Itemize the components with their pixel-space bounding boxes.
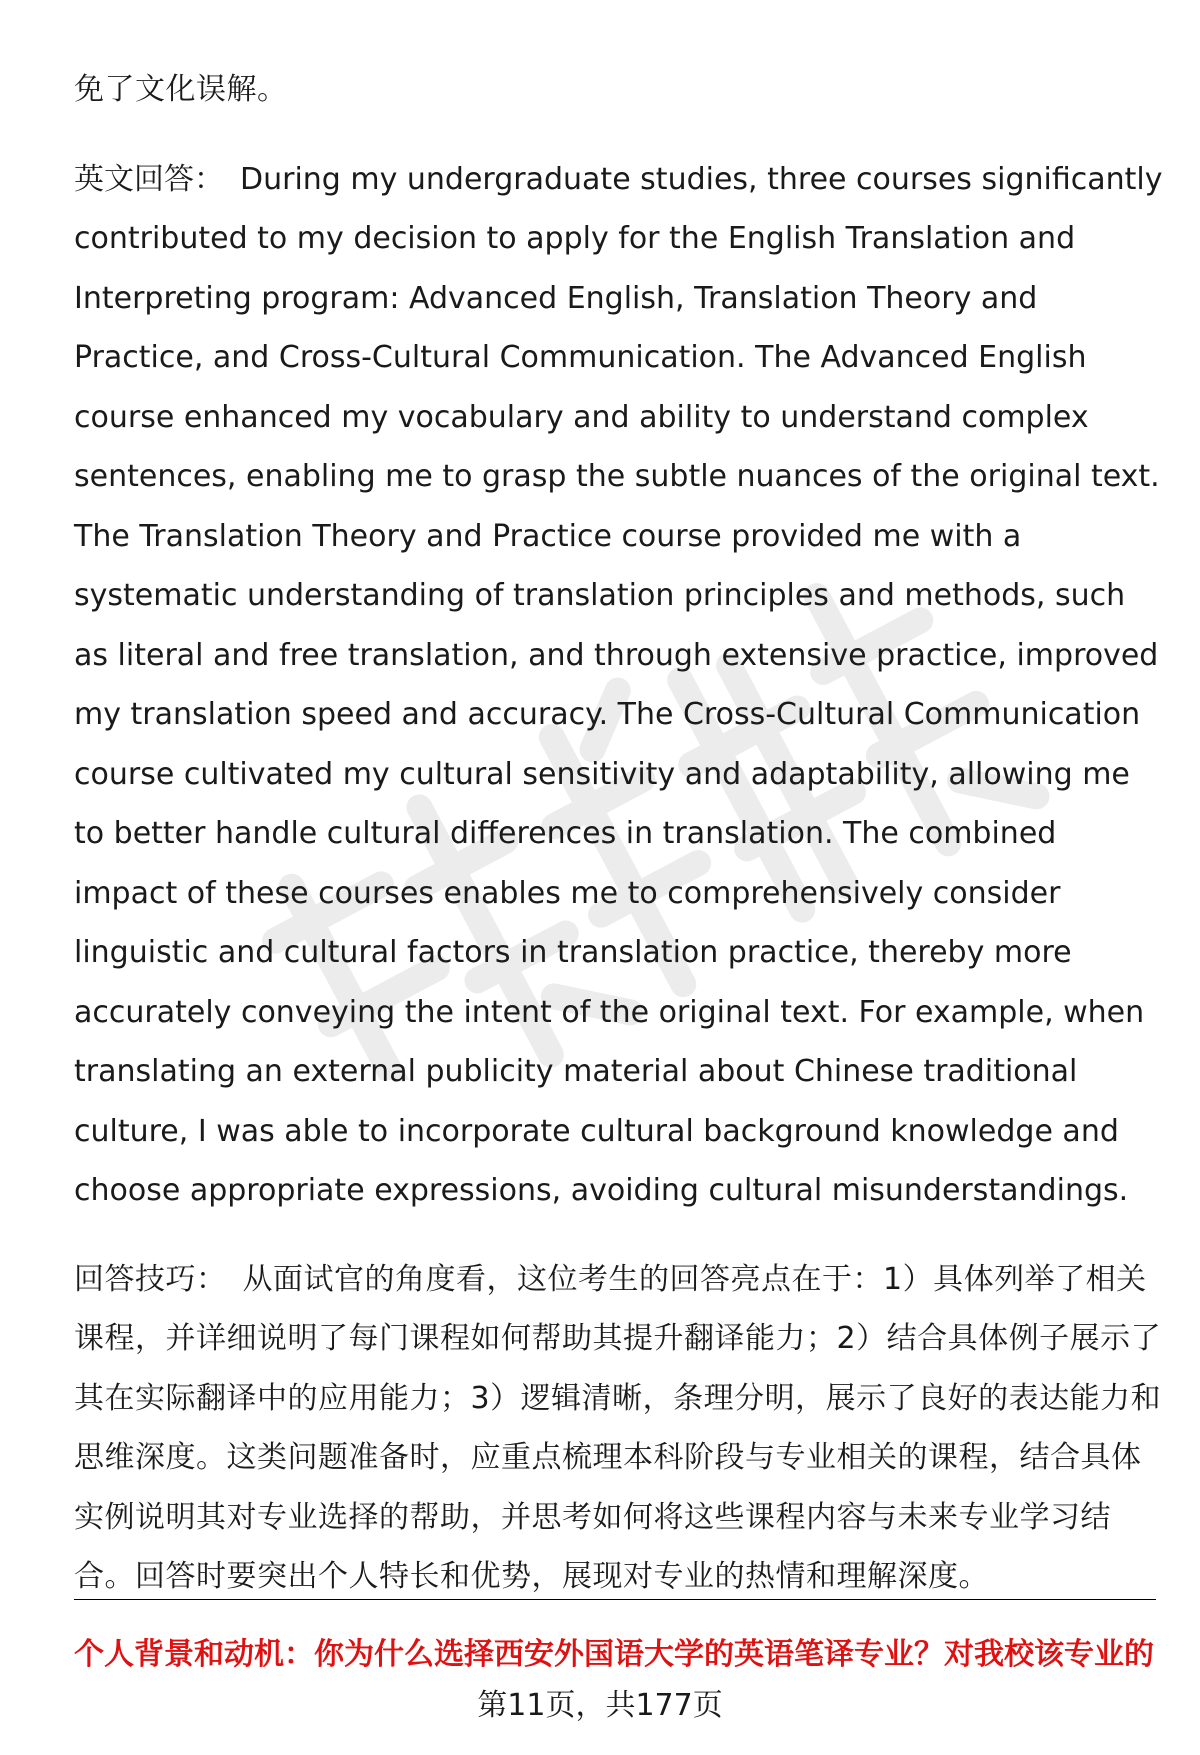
english-answer-label: 英文回答： bbox=[74, 161, 224, 197]
english-answer-text: During my undergraduate studies, three courses significantly contributed to my decision to apply for the English Translation and Interpreting program: Advanced English, Translation Theory and Practice, and Cross-Cultural Communication. The Advanced English course enhanced my vocabulary and ability to understand complex sentences, enabling me to grasp the subtle nuances of the original text. The Translation Theory and Practice course provided me with a systematic understanding of translation principles and methods, such as literal and free translation, and through extensive practice, improved my translation speed and accuracy. The Cross-Cultural Communication course cultivated my cultural sensitivity and adaptability, allowing me to better handle cultural differences in translation. The combined impact of these courses enables me to comprehensively consider linguistic and cultural factors in translation practice, thereby more accurately conveying the intent of the original text. For example, when translating an external publicity material about Chinese traditional culture, I was able to incorporate cultural background knowledge and choose appropriate expressions, avoiding cultural misunderstandings. bbox=[74, 161, 1163, 1208]
next-question-heading: 个人背景和动机：你为什么选择西安外国语大学的英语笔译专业？对我校该专业的 bbox=[74, 1637, 1154, 1672]
answer-tips-text: 从面试官的角度看，这位考生的回答亮点在于：1）具体列举了相关课程，并详细说明了每门课程如何帮助其提升翻译能力；2）结合具体例子展示了其在实际翻译中的应用能力；3）逻辑清晰，条理分明，展示了良好的表达能力和思维深度。这类问题准备时，应重点梳理本科阶段与专业相关的课程，结合具体实例说明其对专业选择的帮助，并思考如何将这些课程内容与未来专业学习结合。回答时要突出个人特长和优势，展现对专业的热情和理解深度。 bbox=[74, 1261, 1162, 1594]
document-body bbox=[74, 60, 1168, 1607]
page-number: 第11页，共177页 bbox=[477, 1688, 723, 1723]
continuation-paragraph: 免了文化误解。 bbox=[74, 72, 288, 107]
english-answer-paragraph bbox=[74, 150, 1168, 1221]
section-divider bbox=[74, 1599, 1156, 1600]
answer-tips-label: 回答技巧： bbox=[74, 1261, 227, 1297]
answer-tips-paragraph bbox=[74, 1250, 1168, 1607]
